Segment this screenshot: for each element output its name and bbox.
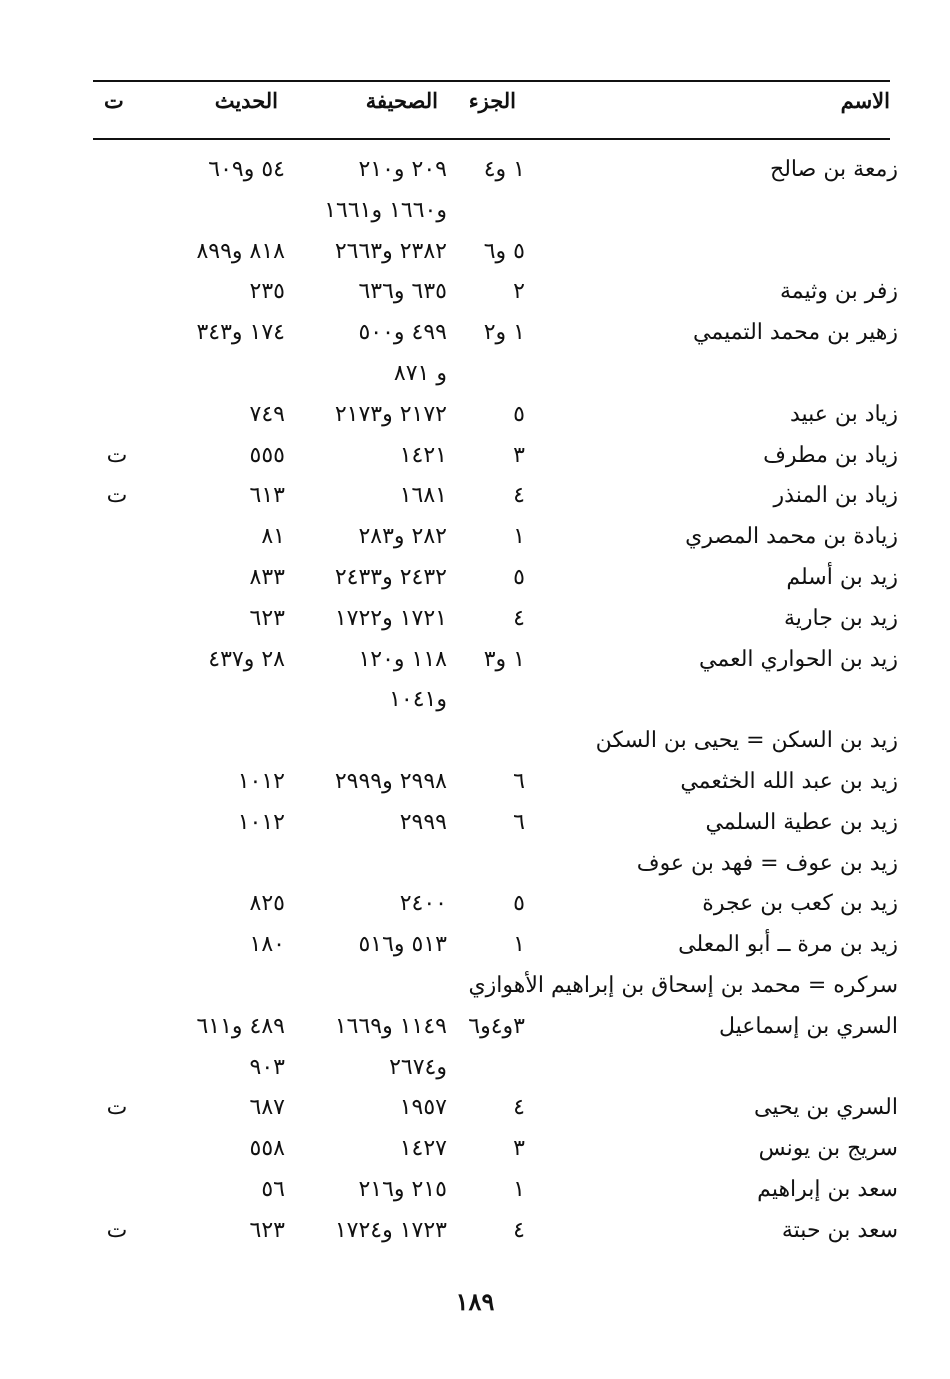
table-row: [0, 1007, 950, 1047]
entry-page: ١٤٢١: [399, 442, 447, 468]
entry-hadith: ١٠١٢: [237, 769, 285, 794]
entry-volume: ١ و٤: [483, 157, 525, 182]
table-row: [0, 966, 950, 1006]
entry-t-mark: [102, 844, 132, 884]
header-top-rule: [93, 80, 890, 82]
entry-volume: [465, 191, 525, 231]
entry-name: زمعة بن صالح: [770, 157, 898, 182]
entry-name: السري بن يحيى: [754, 1095, 898, 1121]
entry-page: و٢٦٧٤: [389, 1054, 447, 1080]
entry-name: زياد بن مطرف: [763, 442, 898, 468]
entry-page: ١٧٢١ و١٧٢٢: [334, 605, 447, 631]
entry-t-mark: [102, 354, 132, 394]
table-row: [0, 436, 950, 476]
entry-t-mark: [102, 803, 132, 843]
entry-t-mark: [102, 272, 132, 312]
entry-volume: ٦: [513, 809, 525, 835]
table-row: [0, 599, 950, 639]
entry-t-mark: [102, 313, 132, 353]
entry-hadith: ٦٢٣: [249, 605, 285, 631]
entry-name: زفر بن وثيمة: [779, 279, 898, 305]
table-row: [0, 721, 950, 761]
table-row: [0, 884, 950, 924]
entry-hadith: ٨١: [261, 524, 285, 550]
table-row: [0, 313, 950, 353]
entry-hadith: ٥٤ و٦٠٩: [208, 157, 285, 182]
table-row: [0, 395, 950, 435]
entry-hadith: ٤٨٩ و٦١١: [196, 1013, 285, 1039]
entry-page: ١٦٨١: [399, 483, 447, 509]
entry-t-mark: [102, 558, 132, 598]
entry-volume: ٤: [513, 605, 525, 631]
entry-t-mark: [102, 762, 132, 802]
entry-hadith: [165, 680, 285, 720]
header-page: الصحيفة: [365, 88, 438, 113]
entry-name: زيد بن عبد الله الخثعمي: [680, 769, 898, 794]
entry-name: زيد بن عطية السلمي: [705, 809, 898, 835]
table-row: [0, 803, 950, 843]
table-row: [0, 558, 950, 598]
entry-hadith: ٢٣٥: [249, 279, 285, 305]
table-row: [0, 1048, 950, 1088]
entry-name: سعد بن حبتة: [781, 1217, 898, 1243]
entry-volume: ٥ و٦: [483, 238, 525, 264]
entry-page: [297, 966, 447, 1006]
entry-page: و ٨٧١: [393, 361, 447, 386]
entry-page: و١٦٦٠ و١٦٦١: [324, 197, 447, 223]
header-name: الاسم: [840, 88, 890, 113]
entry-volume: ٣: [513, 442, 525, 468]
entry-page: ٢١٥ و٢١٦: [358, 1177, 447, 1202]
table-row: [0, 1129, 950, 1169]
header-t: ت: [104, 88, 124, 113]
entry-page: ٢٩٩٨ و٢٩٩٩: [334, 769, 447, 794]
entry-t-mark: [102, 232, 132, 272]
entry-hadith: [165, 966, 285, 1006]
entry-t-mark: [102, 1048, 132, 1088]
entry-page: ١١٤٩ و١٦٦٩: [334, 1013, 447, 1039]
entry-page: [297, 844, 447, 884]
entry-t-mark: ت: [106, 483, 128, 509]
entry-hadith: ٨٣٣: [249, 565, 285, 590]
table-row: [0, 232, 950, 272]
table-row: [0, 272, 950, 312]
entry-t-mark: [102, 884, 132, 924]
entry-name: زهير بن محمد التميمي: [693, 320, 898, 346]
entry-volume: ١: [513, 524, 525, 550]
entry-volume: ٤: [513, 1095, 525, 1121]
entry-hadith: [165, 354, 285, 394]
entry-page: ٢٩٩٩: [399, 809, 447, 835]
entry-page: ٢٤٠٠: [399, 891, 447, 917]
entry-volume: ٣و٤و٦: [468, 1013, 525, 1039]
entry-t-mark: [102, 925, 132, 965]
entry-hadith: ٩٠٣: [249, 1054, 285, 1080]
entry-t-mark: [102, 1129, 132, 1169]
table-row: [0, 191, 950, 231]
entry-name: زيد بن أسلم: [786, 565, 898, 590]
entry-volume: ٥: [513, 891, 525, 917]
entry-name: زيد بن السكن = يحيى بن السكن: [595, 728, 898, 754]
entry-hadith: ٥٦: [261, 1177, 285, 1202]
entry-page: ٢٤٣٢ و٢٤٣٣: [334, 565, 447, 590]
entry-name: زياد بن المنذر: [773, 483, 898, 509]
entry-page: ١٧٢٣ و١٧٢٤: [334, 1217, 447, 1243]
entry-t-mark: [102, 966, 132, 1006]
entry-page: ١١٨ و١٢٠: [358, 646, 447, 672]
page-number: ١٨٩: [455, 1287, 495, 1316]
entry-volume: ٥: [513, 565, 525, 590]
entry-hadith: [165, 191, 285, 231]
entry-hadith: ٦١٣: [249, 483, 285, 509]
entry-hadith: [165, 721, 285, 761]
entry-t-mark: [102, 680, 132, 720]
entry-volume: [465, 844, 525, 884]
entry-t-mark: [102, 1170, 132, 1210]
table-row: [0, 476, 950, 516]
entry-t-mark: [102, 640, 132, 680]
table-row: [0, 925, 950, 965]
entry-volume: ١: [513, 1177, 525, 1202]
entry-page: ٦٣٥ و٦٣٦: [358, 279, 447, 305]
entry-hadith: ١٨٠: [249, 932, 285, 958]
entry-hadith: ٨٢٥: [249, 891, 285, 917]
entry-t-mark: [102, 721, 132, 761]
entry-page: ١٤٢٧: [399, 1136, 447, 1162]
entry-volume: [465, 966, 525, 1006]
header-hadith: الحديث: [214, 88, 278, 113]
entry-name: زيد بن مرة ــ أبو المعلى: [678, 932, 898, 958]
entry-hadith: ٥٥٥: [249, 442, 285, 468]
entry-hadith: ١٠١٢: [237, 809, 285, 835]
entry-name: زيد بن جارية: [784, 605, 898, 631]
entry-volume: ٥: [513, 401, 525, 427]
entry-name: زيد بن كعب بن عجرة: [702, 891, 898, 917]
entry-name: زياد بن عبيد: [789, 401, 898, 427]
entry-page: [297, 721, 447, 761]
entry-t-mark: [102, 191, 132, 231]
entry-t-mark: [102, 150, 132, 190]
entry-volume: [465, 1048, 525, 1088]
entry-page: ١٩٥٧: [399, 1095, 447, 1121]
entry-volume: [465, 721, 525, 761]
entry-name: السري بن إسماعيل: [718, 1013, 898, 1039]
entry-t-mark: ت: [106, 1095, 128, 1121]
entry-t-mark: ت: [106, 442, 128, 468]
entry-page: ٢١٧٢ و٢١٧٣: [334, 401, 447, 427]
entry-name: زيد بن الحواري العمي: [699, 646, 898, 672]
entry-t-mark: [102, 599, 132, 639]
entry-t-mark: ت: [106, 1217, 128, 1243]
entry-name: سريج بن يونس: [758, 1136, 898, 1162]
table-row: [0, 640, 950, 680]
entry-volume: ١ و٢: [483, 320, 525, 346]
entry-name: سعد بن إبراهيم: [757, 1177, 898, 1202]
table-row: [0, 1211, 950, 1251]
entry-hadith: ١٧٤ و٣٤٣: [196, 320, 285, 346]
entry-volume: [465, 354, 525, 394]
table-row: [0, 354, 950, 394]
table-row: [0, 762, 950, 802]
entry-page: ٤٩٩ و٥٠٠: [358, 320, 447, 346]
entry-page: ٢٠٩ و٢١٠: [358, 157, 447, 182]
entry-volume: ٤: [513, 1217, 525, 1243]
entry-hadith: ٦٨٧: [249, 1095, 285, 1121]
entry-t-mark: [102, 517, 132, 557]
table-row: [0, 150, 950, 190]
entry-page: ٢٣٨٢ و٢٦٦٣: [334, 238, 447, 264]
entry-name: زيادة بن محمد المصري: [685, 524, 898, 550]
entry-hadith: ٧٤٩: [249, 401, 285, 427]
header-bottom-rule: [93, 138, 890, 140]
entry-hadith: ٦٢٣: [249, 1217, 285, 1243]
header-volume: الجزء: [468, 88, 516, 113]
entry-volume: ١: [513, 932, 525, 958]
table-row: [0, 517, 950, 557]
table-row: [0, 844, 950, 884]
entry-hadith: ٢٨ و٤٣٧: [208, 646, 285, 672]
entry-name: سركره = محمد بن إسحاق بن إبراهيم الأهوازي: [468, 973, 898, 998]
entry-volume: ٣: [513, 1136, 525, 1162]
entry-hadith: ٥٥٨: [249, 1136, 285, 1162]
entry-hadith: [165, 844, 285, 884]
entry-page: و١٠٤١: [389, 687, 447, 713]
table-row: [0, 1088, 950, 1128]
entry-volume: ٢: [513, 279, 525, 305]
entry-t-mark: [102, 1007, 132, 1047]
table-row: [0, 1170, 950, 1210]
entry-volume: ٤: [513, 483, 525, 509]
entry-volume: [465, 680, 525, 720]
entry-volume: ٦: [513, 769, 525, 794]
entry-page: ٥١٣ و٥١٦: [358, 932, 447, 958]
entry-volume: ١ و٣: [483, 646, 525, 672]
entry-hadith: ٨١٨ و٨٩٩: [196, 238, 285, 264]
table-row: [0, 680, 950, 720]
entry-t-mark: [102, 395, 132, 435]
entry-name: زيد بن عوف = فهد بن عوف: [636, 850, 898, 876]
entry-page: ٢٨٢ و٢٨٣: [358, 524, 447, 550]
